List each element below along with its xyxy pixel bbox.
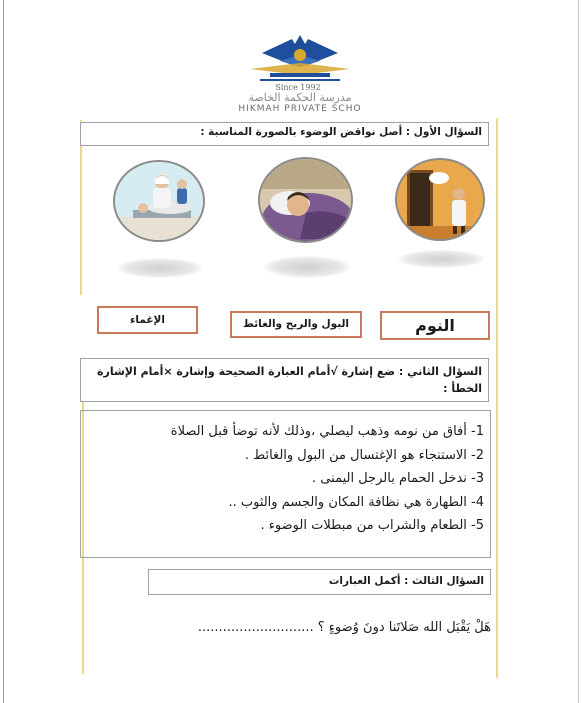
question1-title: السؤال الأول : أصل نواقض الوضوء بالصورة المناسبة : [80,122,489,146]
logo-emblem-icon [200,33,400,85]
statement-item: 4- الطهارة هي نظافة المكان والجسم والثوب .. [228,494,484,510]
sleeping-picture [258,157,353,243]
logo-since-text: Since 1992 [275,83,321,92]
logo-english-name: HIKMAH PRIVATE SCHO [238,104,362,114]
picture-shadow [398,250,484,268]
statement-item: 2- الاستنجاء هو الإغتسال من البول والغائط . [244,447,484,463]
answer-urine-wind-feces: البول والريح والغائط [230,311,362,338]
page-frame-right [578,0,579,703]
picture-shadow [264,256,350,278]
question3-sentence: هَلْ يَقْبَل الله صَلاتَنا دونَ وُضوءٍ ؟ ............................ [197,620,491,635]
statement-item: 1- أفاق من نومه وذهب ليصلي ،وذلك لأنه توضأ قبل الصلاة [170,424,484,439]
page-frame-left [3,0,4,703]
fainting-picture [113,160,205,242]
logo-arabic-name: مدرسة الحكمة الخاصة [248,91,352,104]
picture-shadow [118,258,202,278]
school-logo [200,33,400,113]
statement-item: 3- ندخل الحمام بالرجل اليمنى . [312,471,484,486]
accent-line-left-top [80,120,82,295]
toilet-picture [395,158,485,241]
question2-title: السؤال الثاني : ضع إشارة √أمام العبارة الصحيحة وإشارة ×أمام الإشارة الخطأ : [80,358,489,402]
accent-line-right [496,118,498,678]
answer-sleep: النوم [380,311,490,340]
question2-statements [80,410,491,558]
question3-title: السؤال الثالث : أكمل العبارات [148,569,491,595]
statement-item: 5- الطعام والشراب من مبطلات الوضوء . [260,518,484,533]
answer-fainting: الإغماء [97,306,198,334]
